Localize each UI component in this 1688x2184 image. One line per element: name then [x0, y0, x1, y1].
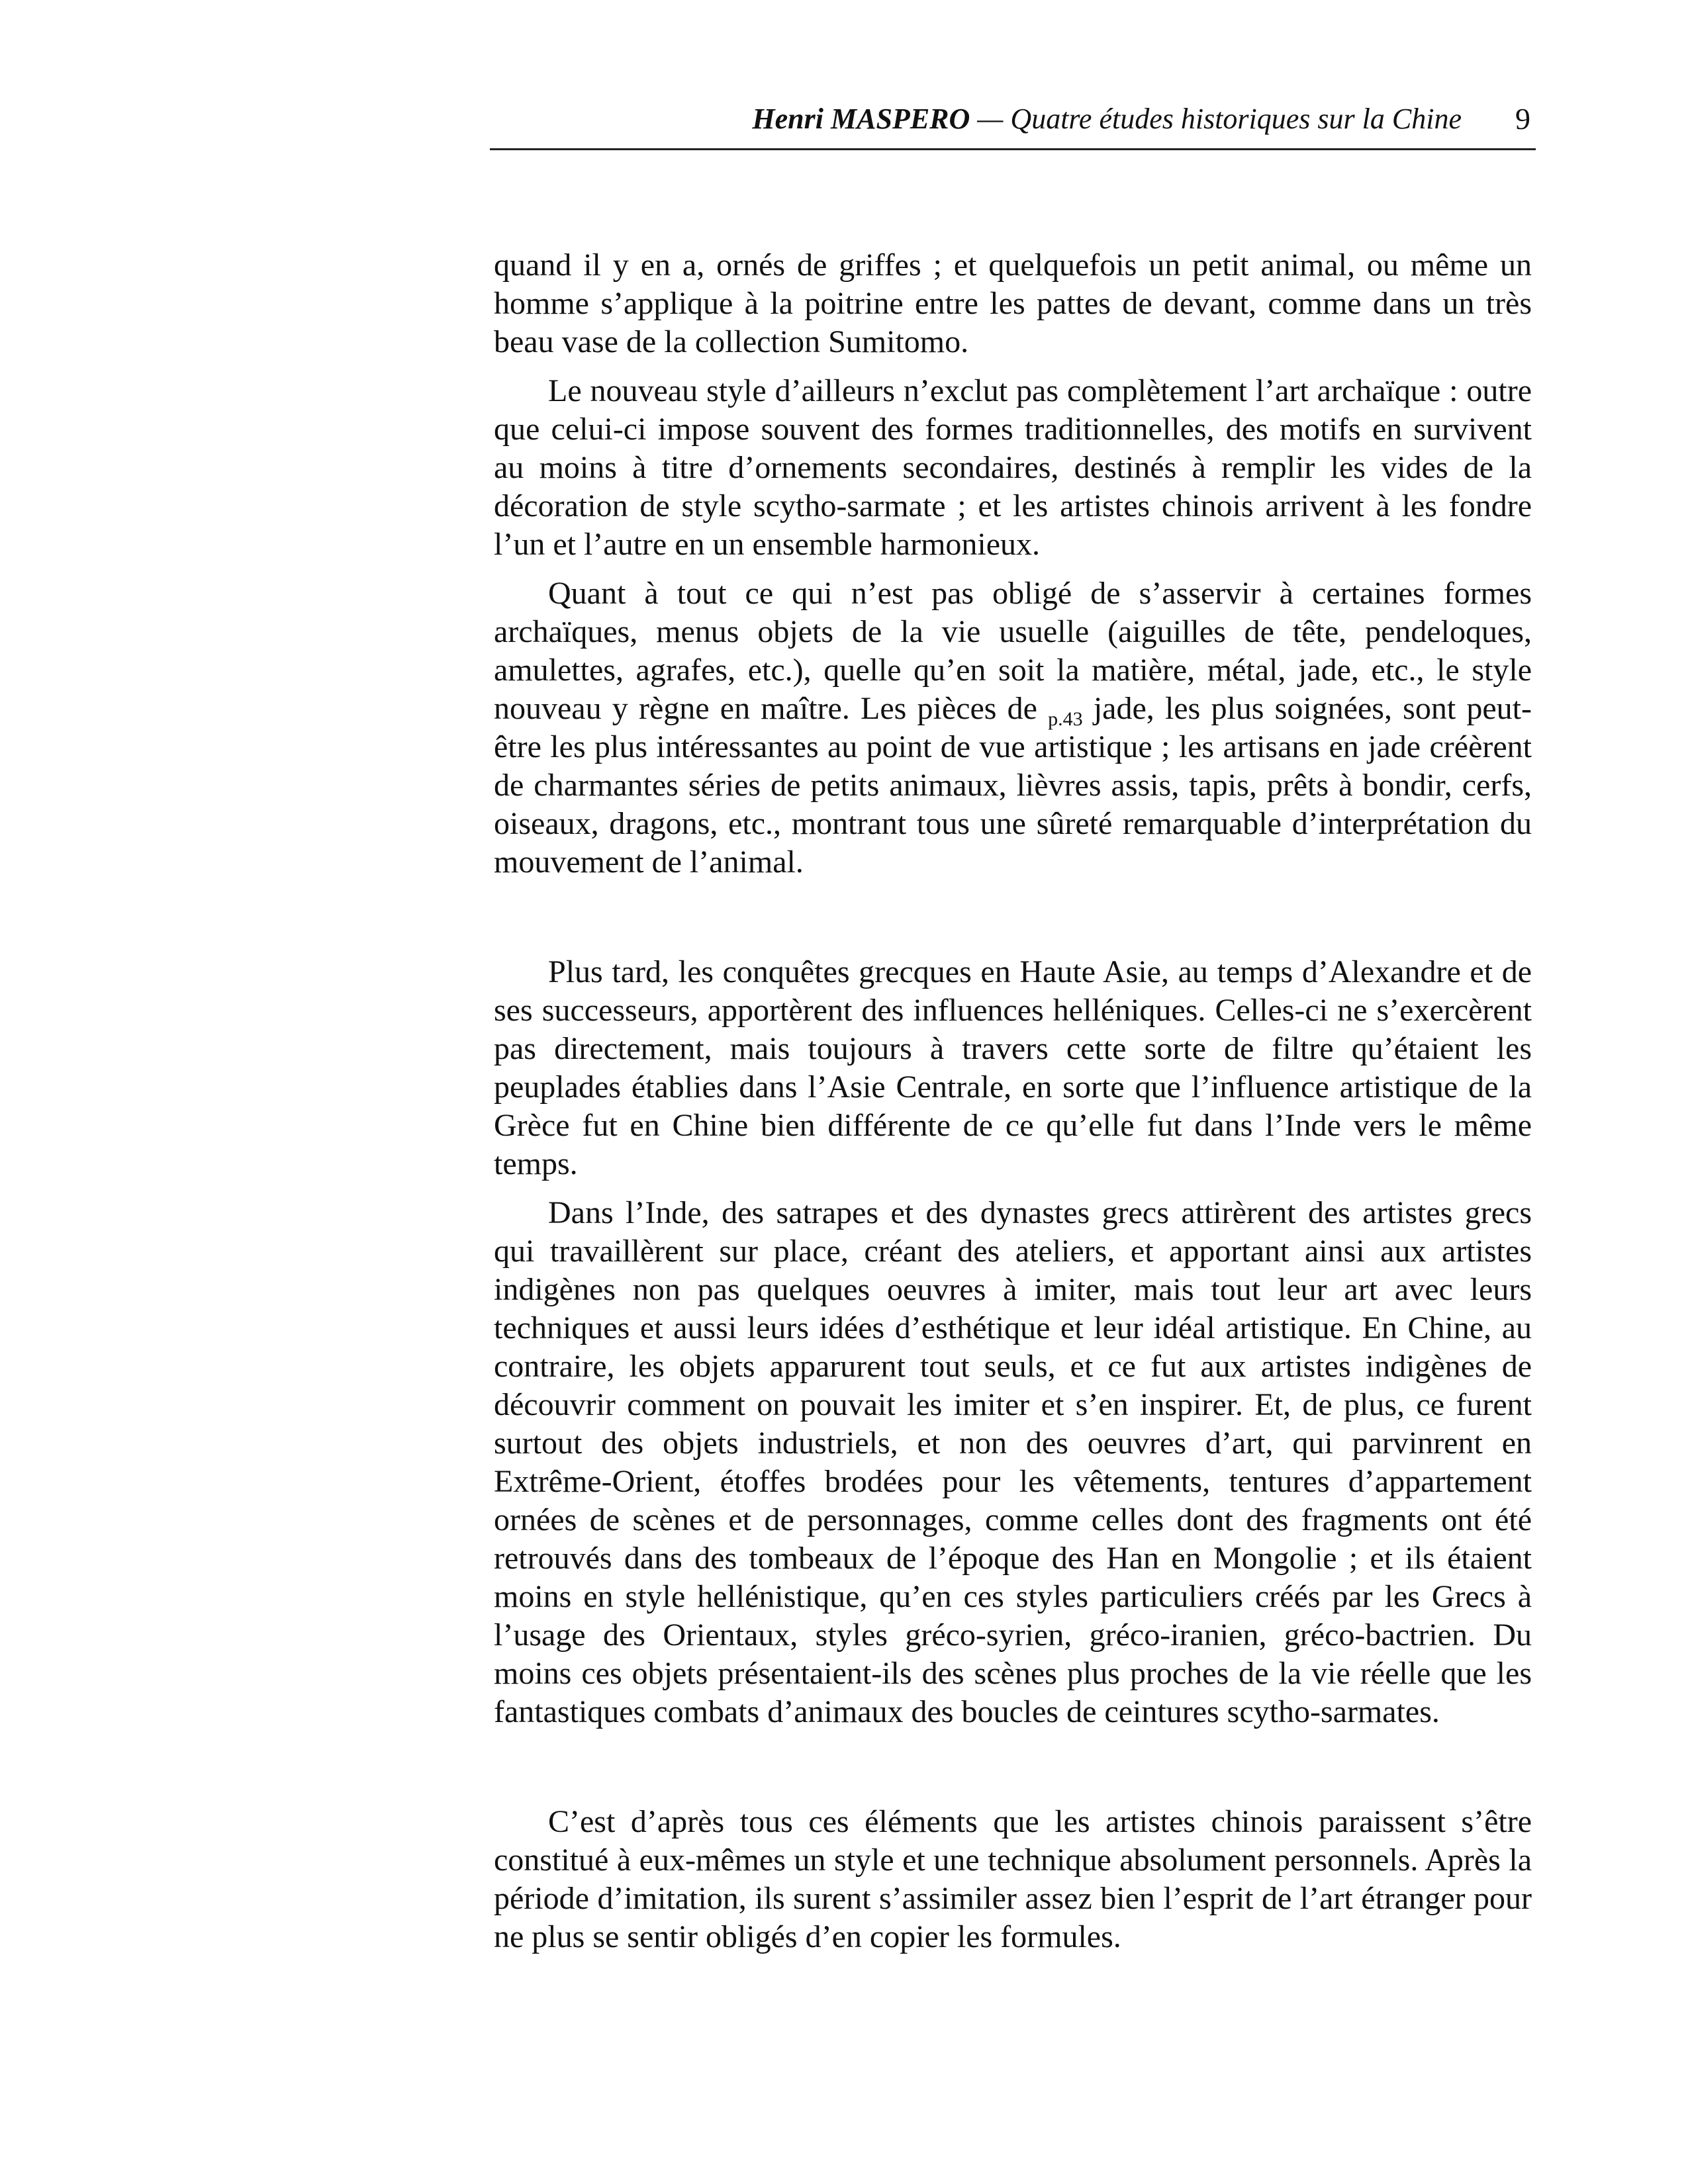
page-number: 9 [1515, 102, 1530, 136]
header-title [752, 99, 1462, 139]
paragraph-3 [494, 574, 1532, 882]
paragraph-2: Le nouveau style d’ailleurs n’exclut pas complètement l’art archaïque : outre que celui-ci impose souvent des formes traditionnelles, des motifs en survivent au moins à titre d’ornements secondaires, destinés à remplir les vides de la décoration de style scytho-sarmate ; et les artistes chinois arrivent à les fondre l’un et l’autre en un ensemble harmonieux. [494, 373, 1532, 562]
header-book-title: Quatre études historiques sur la Chine [1010, 103, 1462, 135]
page-reference: p.43 [1048, 708, 1083, 730]
paragraph-3-text-after: jade, les plus soignées, sont peut-être les plus intéressantes au point de vue artistique ; les artisans en jade créèrent de charmantes séries de petits animaux, lièvres assis, tapis, prêts à bondir, cerfs, oiseaux, dragons, etc., montrant tous une sûreté remarquable d’interprétation du mouvement de l’animal. [494, 691, 1532, 880]
paragraph-6: C’est d’après tous ces éléments que les artistes chinois paraissent s’être constitué à eux-mêmes un style et une technique absolument personnels. Après la période d’imitation, ils surent s’assimiler assez bien l’esprit de l’art étranger pour ne plus se sentir obligés d’en copier les formules. [494, 1804, 1532, 1954]
paragraph-5: Dans l’Inde, des satrapes et des dynastes grecs attirèrent des artistes grecs qui travaillèrent sur place, créant des ateliers, et apportant ainsi aux artistes indigènes non pas quelques oeuvres à imiter, mais tout leur art avec leurs techniques et aussi leurs idées d’esthétique et leur idéal artistique. En Chine, au contraire, les objets apparurent tout seuls, et ce fut aux artistes indigènes de découvrir comment on pouvait les imiter et s’en inspirer. Et, de plus, ce furent surtout des objets industriels, et non des oeuvres d’art, qui parvinrent en Extrême-Orient, étoffes brodées pour les vêtements, tentures d’appartement ornées de scènes et de personnages, comme celles dont des fragments ont été retrouvés dans des tombeaux de l’époque des Han en Mongolie ; et ils étaient moins en style hellénistique, qu’en ces styles particuliers créés par les Grecs à l’usage des Orientaux, styles gréco-syrien, gréco-iranien, gréco-bactrien. Du moins ces objets présentaient-ils des scènes plus proches de la vie réelle que les fantastiques combats d’animaux des boucles de ceintures scytho-sarmates. [494, 1195, 1532, 1729]
header-author: Henri MASPERO [752, 103, 970, 135]
paragraph-3-text-before: Quant à tout ce qui n’est pas obligé de s’asservir à certaines formes archaïques, menus objets de la vie usuelle (aiguilles de tête, pendeloques, amulettes, agrafes, etc.), quelle qu’en soit la matière, métal, jade, etc., le style nouveau y règne en maître. Les pièces de [494, 576, 1532, 726]
paragraph-1: quand il y en a, ornés de griffes ; et quelquefois un petit animal, ou même un homme s’applique à la poitrine entre les pattes de devant, comme dans un très beau vase de la collection Sumitomo. [494, 248, 1532, 359]
page-body [494, 246, 1532, 1956]
header-separator: — [970, 103, 1011, 135]
paragraph-4: Plus tard, les conquêtes grecques en Haute Asie, au temps d’Alexandre et de ses successeurs, apportèrent des influences helléniques. Celles-ci ne s’exercèrent pas directement, mais toujours à travers cette sorte de filtre qu’étaient les peuplades établies dans l’Asie Centrale, en sorte que l’influence artistique de la Grèce fut en Chine bien différente de ce qu’elle fut dans l’Inde vers le même temps. [494, 954, 1532, 1181]
running-header [490, 99, 1536, 150]
